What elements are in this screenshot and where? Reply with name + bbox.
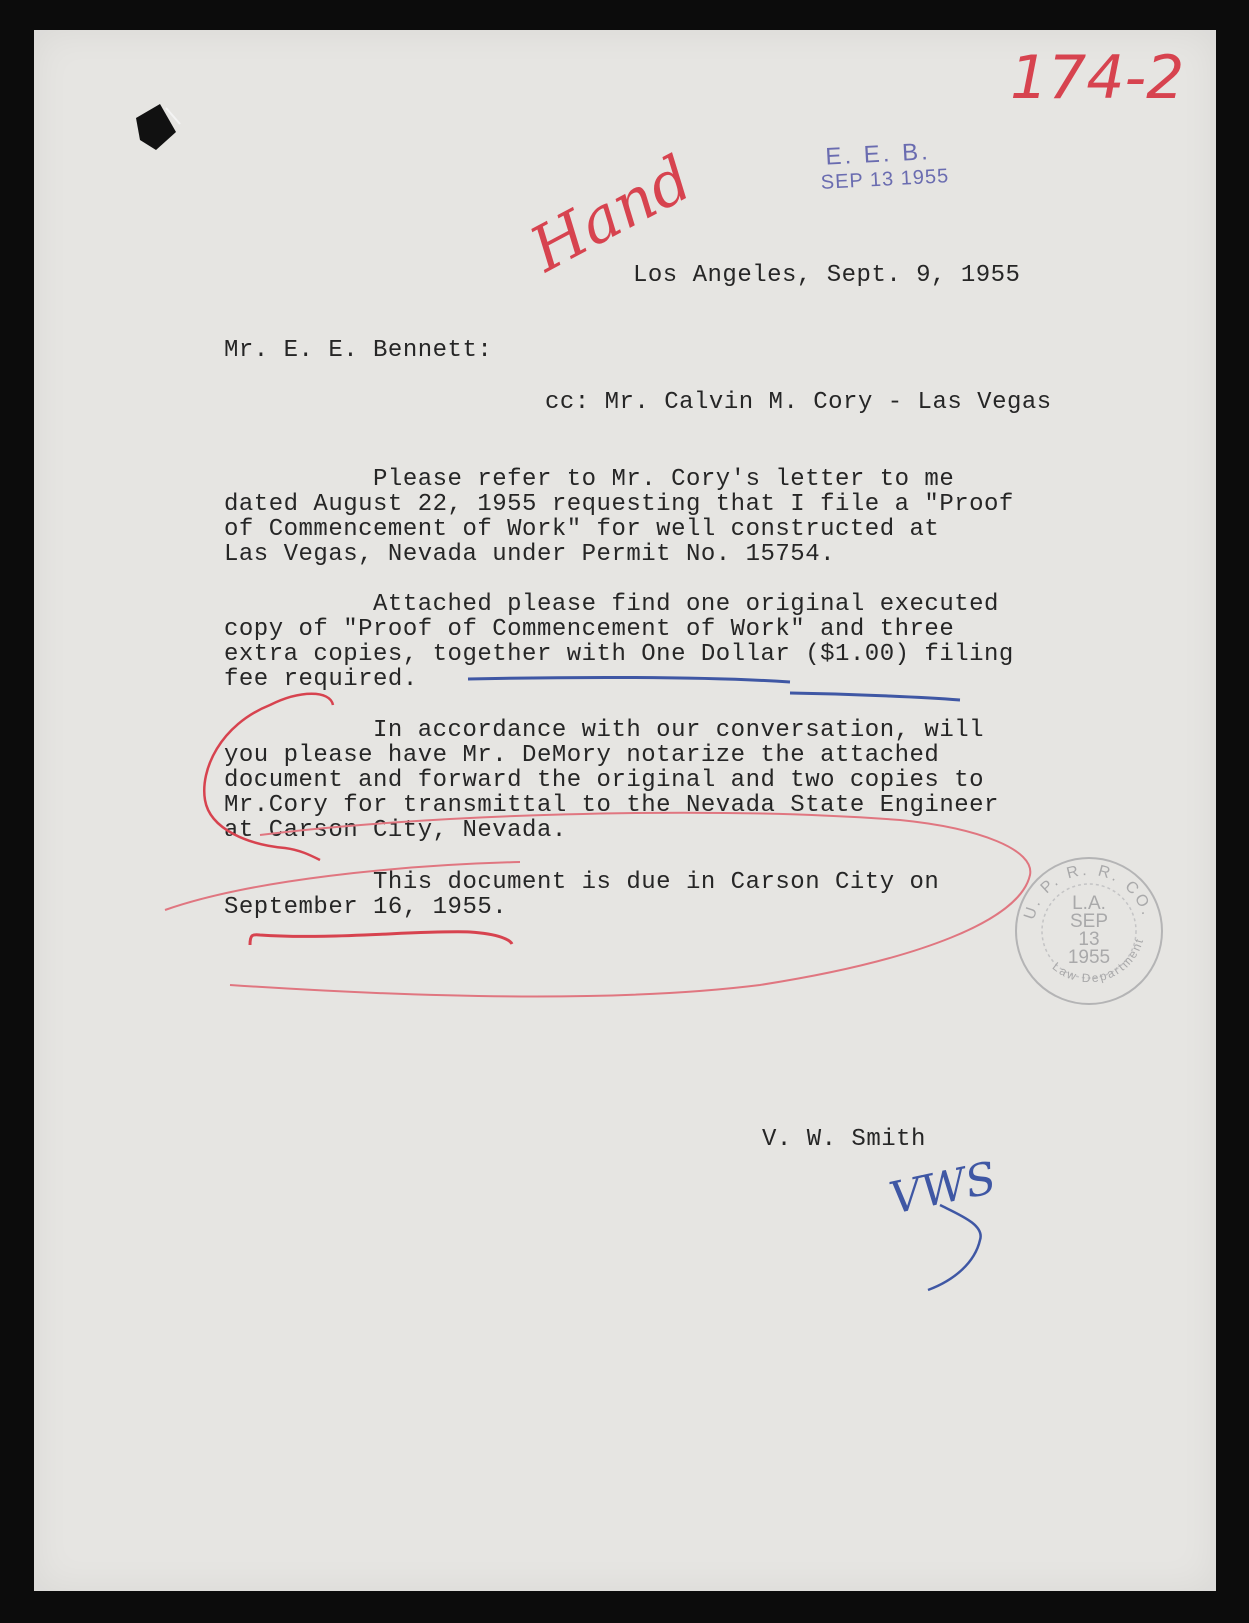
stamp-ring-top: U. P. R. R. CO. <box>1021 861 1157 922</box>
stamp-date-block <box>1013 895 1165 967</box>
paragraph-line: dated August 22, 1955 requesting that I file a "Proof <box>224 491 1014 518</box>
received-stamp-initials: E. E. B. <box>824 138 932 171</box>
paragraph-line: September 16, 1955. <box>224 894 508 921</box>
signature-name: V. W. Smith <box>762 1126 926 1153</box>
paragraph-line: copy of "Proof of Commencement of Work" and three <box>224 616 955 643</box>
stamp-day: 13 <box>1078 929 1100 950</box>
paragraph-line: of Commencement of Work" for well constructed at <box>224 516 940 543</box>
date-line: Los Angeles, Sept. 9, 1955 <box>633 262 1021 289</box>
paragraph-line: This document is due in Carson City on <box>224 869 940 896</box>
paragraph-line: Las Vegas, Nevada under Permit No. 15754. <box>224 541 835 568</box>
received-stamp <box>819 136 971 195</box>
paragraph-line: Please refer to Mr. Cory's letter to me <box>224 466 955 493</box>
typist-initials: VWS <box>885 1152 1001 1225</box>
paragraph-line: extra copies, together with One Dollar ($1.00) filing <box>224 641 1014 668</box>
stamp-year: 1955 <box>1067 947 1111 968</box>
page-number-text: 174-2 <box>1010 43 1185 113</box>
salutation: Mr. E. E. Bennett: <box>224 337 493 364</box>
cc-line: cc: Mr. Calvin M. Cory - Las Vegas <box>545 389 1052 416</box>
paragraph-line: fee required. <box>224 666 418 693</box>
stamp-city: L.A. <box>1072 893 1106 914</box>
paragraph-line: at Carson City, Nevada. <box>224 817 567 844</box>
paragraph-line: Mr.Cory for transmittal to the Nevada State Engineer <box>224 792 999 819</box>
initials-text: Hand <box>518 141 704 286</box>
paragraph-line: you please have Mr. DeMory notarize the attached <box>224 742 940 769</box>
law-department-stamp <box>1013 855 1165 1007</box>
stamp-month: SEP <box>1069 911 1109 932</box>
paragraph-line: Attached please find one original executed <box>224 591 999 618</box>
paragraph-line: In accordance with our conversation, will <box>224 717 985 744</box>
received-stamp-date: SEP 13 1955 <box>820 165 950 194</box>
paragraph-line: document and forward the original and two copies to <box>224 767 985 794</box>
stamp-ring-bottom: Law Department <box>1049 935 1147 986</box>
